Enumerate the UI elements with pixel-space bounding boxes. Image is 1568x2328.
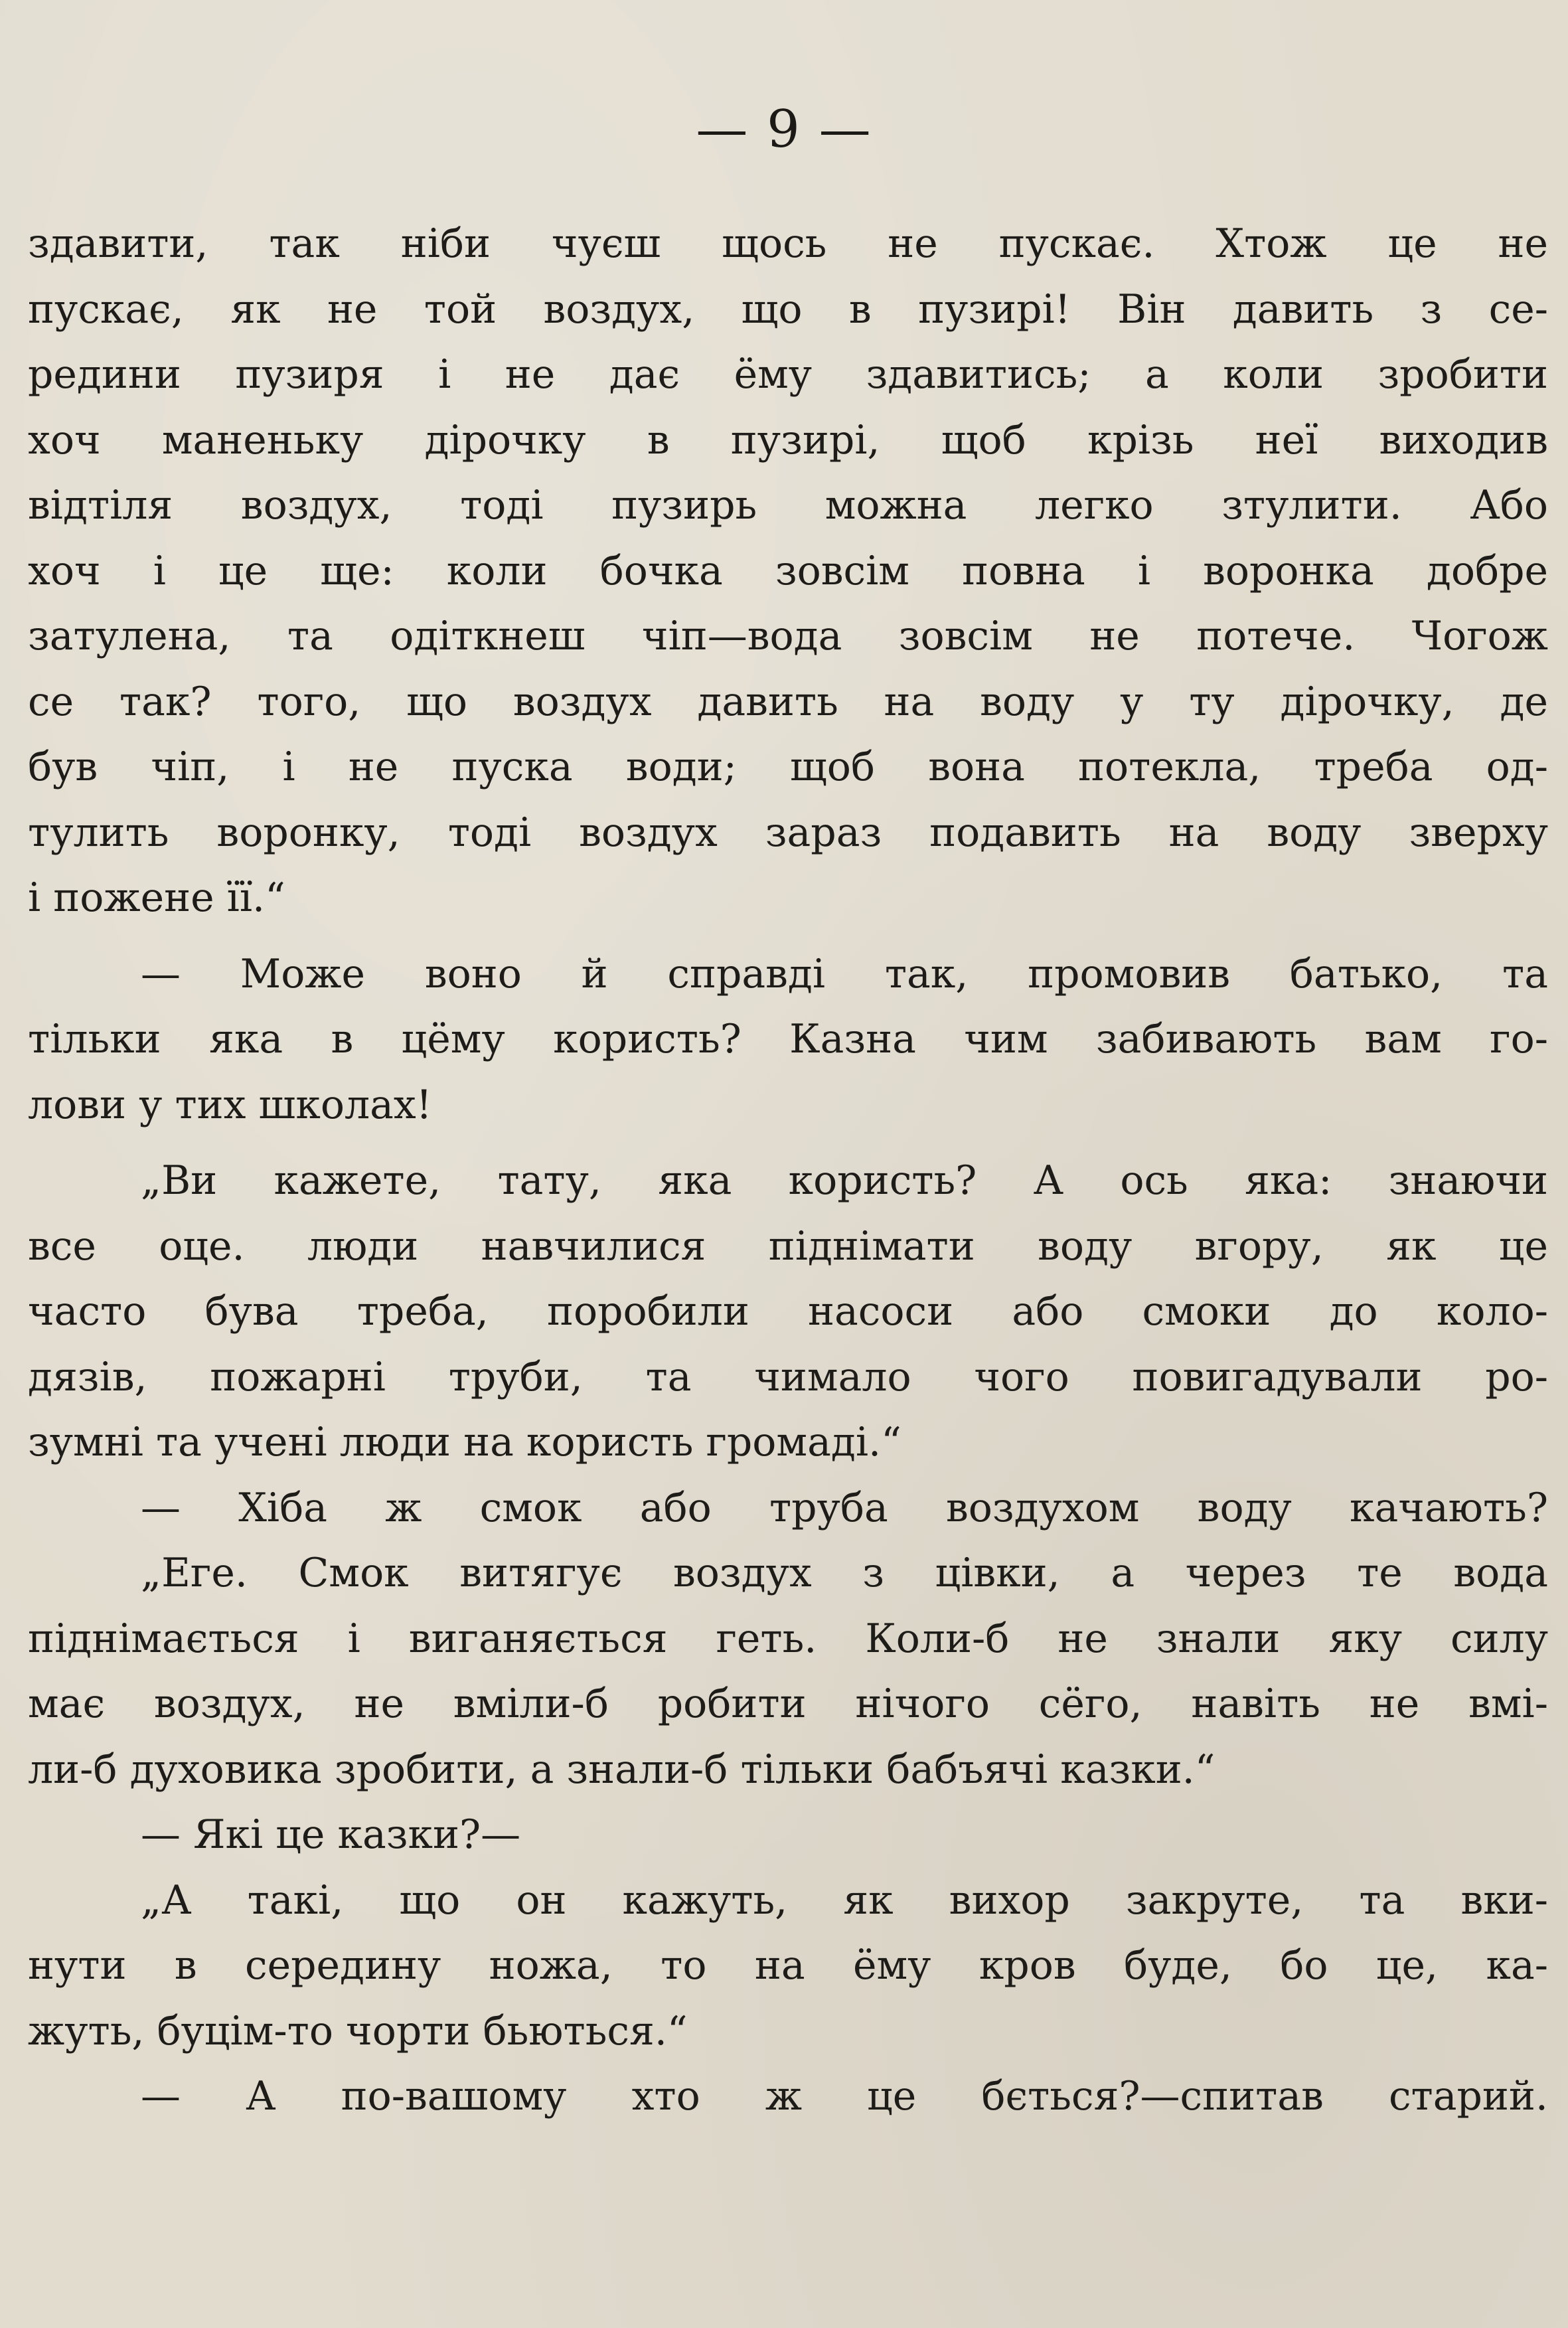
- text-line: здавити, так ніби чуєш щось не пускає. Хтож це не: [28, 220, 1548, 267]
- text-line: має воздух, не вміли-б робити нічого сёго, навіть не вмі-: [28, 1681, 1548, 1727]
- paragraph: [28, 2064, 1548, 2129]
- text-line: лови у тих школах!: [28, 1081, 432, 1128]
- paragraph: [28, 1802, 1548, 1868]
- text-line: нути в середину ножа, то на ёму кров буде, бо це, ка-: [28, 1942, 1548, 1989]
- paragraph: [28, 942, 1548, 1138]
- text-line: „Еге. Смок витягує воздух з цівки, а через те вода: [141, 1550, 1548, 1596]
- text-line: редини пузиря і не дає ёму здавитись; а коли зробити: [28, 351, 1548, 398]
- text-line: пускає, як не той воздух, що в пузирі! Він давить з се-: [28, 286, 1548, 333]
- text-line: — Які це казки?—: [141, 1811, 521, 1858]
- text-line: був чіп, і не пуска води; щоб вона потекла, треба од-: [28, 744, 1548, 790]
- page-number: — 9 —: [696, 100, 872, 159]
- text-line: хоч і це ще: коли бочка зовсім повна і воронка добре: [28, 547, 1548, 594]
- text-line: тулить воронку, тоді воздух зараз подавить на воду зверху: [28, 809, 1548, 856]
- text-line: зумні та учені люди на користь громаді.“: [28, 1419, 902, 1465]
- paragraph: [28, 1148, 1548, 1475]
- paragraph: [28, 1868, 1548, 2064]
- text-line: дязів, пожарні труби, та чимало чого повигадували ро-: [28, 1353, 1548, 1400]
- text-line: часто бува треба, поробили насоси або смоки до коло-: [28, 1288, 1548, 1335]
- paragraph: [28, 211, 1548, 931]
- text-line: все оце. люди навчилися піднімати воду вгору, як це: [28, 1222, 1548, 1270]
- text-line: „А такі, що он кажуть, як вихор закруте, та вки-: [141, 1876, 1548, 1924]
- text-line: „Ви кажете, тату, яка користь? А ось яка: знаючи: [141, 1157, 1548, 1204]
- text-line: піднімається і виганяється геть. Коли-б не знали яку силу: [28, 1615, 1548, 1662]
- paragraph: [28, 1475, 1548, 1541]
- text-line: і пожене її.“: [28, 874, 285, 921]
- text-line: відтіля воздух, тоді пузирь можна легко зтулити. Або: [28, 482, 1548, 529]
- text-line: жуть, буцім-то чорти бьються.“: [28, 2007, 688, 2054]
- text-line: се так? того, що воздух давить на воду у ту дірочку, де: [28, 678, 1548, 725]
- text-line: — Хіба ж смок або труба воздухом воду качають?: [141, 1484, 1548, 1531]
- text-line: затулена, та одіткнеш чіп—вода зовсім не потече. Чогож: [28, 613, 1548, 659]
- text-line: тільки яка в цёму користь? Казна чим забивають вам го-: [28, 1016, 1548, 1062]
- text-line: — А по-вашому хто ж це бється?—спитав старий.: [141, 2073, 1548, 2120]
- text-line: ли-б духовика зробити, а знали-б тільки бабъячі казки.“: [28, 1746, 1215, 1793]
- body-text: [28, 211, 1548, 2129]
- text-line: хоч маненьку дірочку в пузирі, щоб крізь неї виходив: [28, 416, 1548, 463]
- text-line: — Може воно й справді так, промовив батько, та: [141, 950, 1548, 997]
- paragraph: [28, 1540, 1548, 1802]
